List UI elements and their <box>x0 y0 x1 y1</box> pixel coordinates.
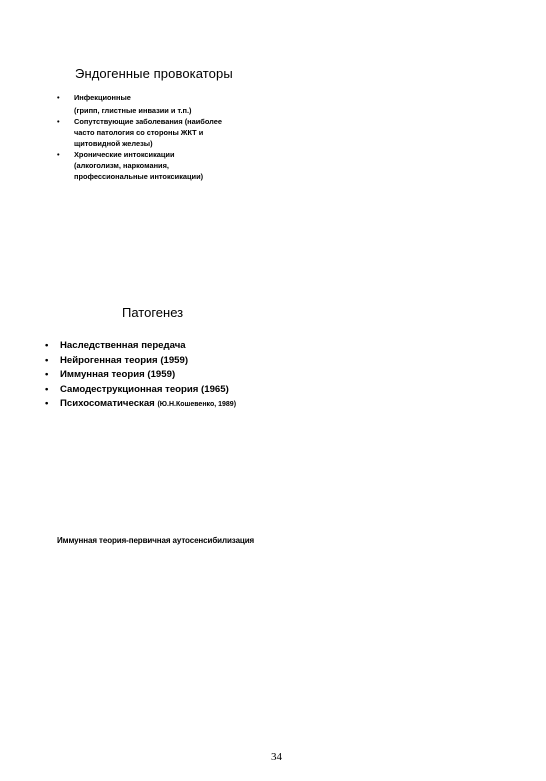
page-number: 34 <box>271 751 282 763</box>
list-item-text: Хронические интоксикации <box>74 150 175 159</box>
list-item-text: Иммунная теория (1959) <box>60 369 176 380</box>
list-item-text: Инфекционные <box>74 93 131 102</box>
list-item-text: (алкоголизм, наркомания, <box>74 161 169 170</box>
bullet-icon: • <box>57 150 60 159</box>
endogenous-provocateurs-list <box>57 92 287 182</box>
list-item <box>45 354 305 369</box>
bullet-icon: • <box>57 117 60 126</box>
list-item-text: Нейрогенная теория (1959) <box>60 354 189 366</box>
section-title-endogenous-provocateurs: Эндогенные провокаторы <box>75 66 233 81</box>
bullet-icon: • <box>45 383 49 395</box>
list-item-text: профессиональные интоксикации) <box>74 172 204 181</box>
list-item <box>57 116 287 149</box>
list-item <box>57 92 287 116</box>
bullet-icon: • <box>57 93 60 102</box>
list-item <box>57 149 287 182</box>
list-item-citation: (Ю.Н.Кошевенко, 1989) <box>157 401 237 408</box>
list-item-text: Сопутствующие заболевания (наиболее <box>74 117 223 126</box>
section-title-pathogenesis: Патогенез <box>122 305 184 320</box>
list-item-text: Наследственная передача <box>60 340 186 351</box>
list-item-text: часто патология со стороны ЖКТ и <box>74 128 204 137</box>
list-item-text: Психосоматическая <box>60 398 155 409</box>
list-item <box>45 368 305 383</box>
list-item-text: Самодеструкционная теория (1965) <box>60 383 229 395</box>
list-item-subtext: (грипп, глистные инвазии и т.п.) <box>74 106 192 115</box>
bullet-icon: • <box>45 354 49 366</box>
bullet-icon: • <box>45 369 49 380</box>
list-item <box>45 397 305 413</box>
bullet-icon: • <box>45 340 49 351</box>
bullet-icon: • <box>45 398 49 409</box>
list-item <box>45 339 305 354</box>
list-item-text: щитовидной железы) <box>74 139 153 148</box>
list-item <box>45 383 305 398</box>
pathogenesis-list <box>45 339 305 413</box>
slide-caption: Иммунная теория-первичная аутосенсибилизация <box>57 536 255 545</box>
